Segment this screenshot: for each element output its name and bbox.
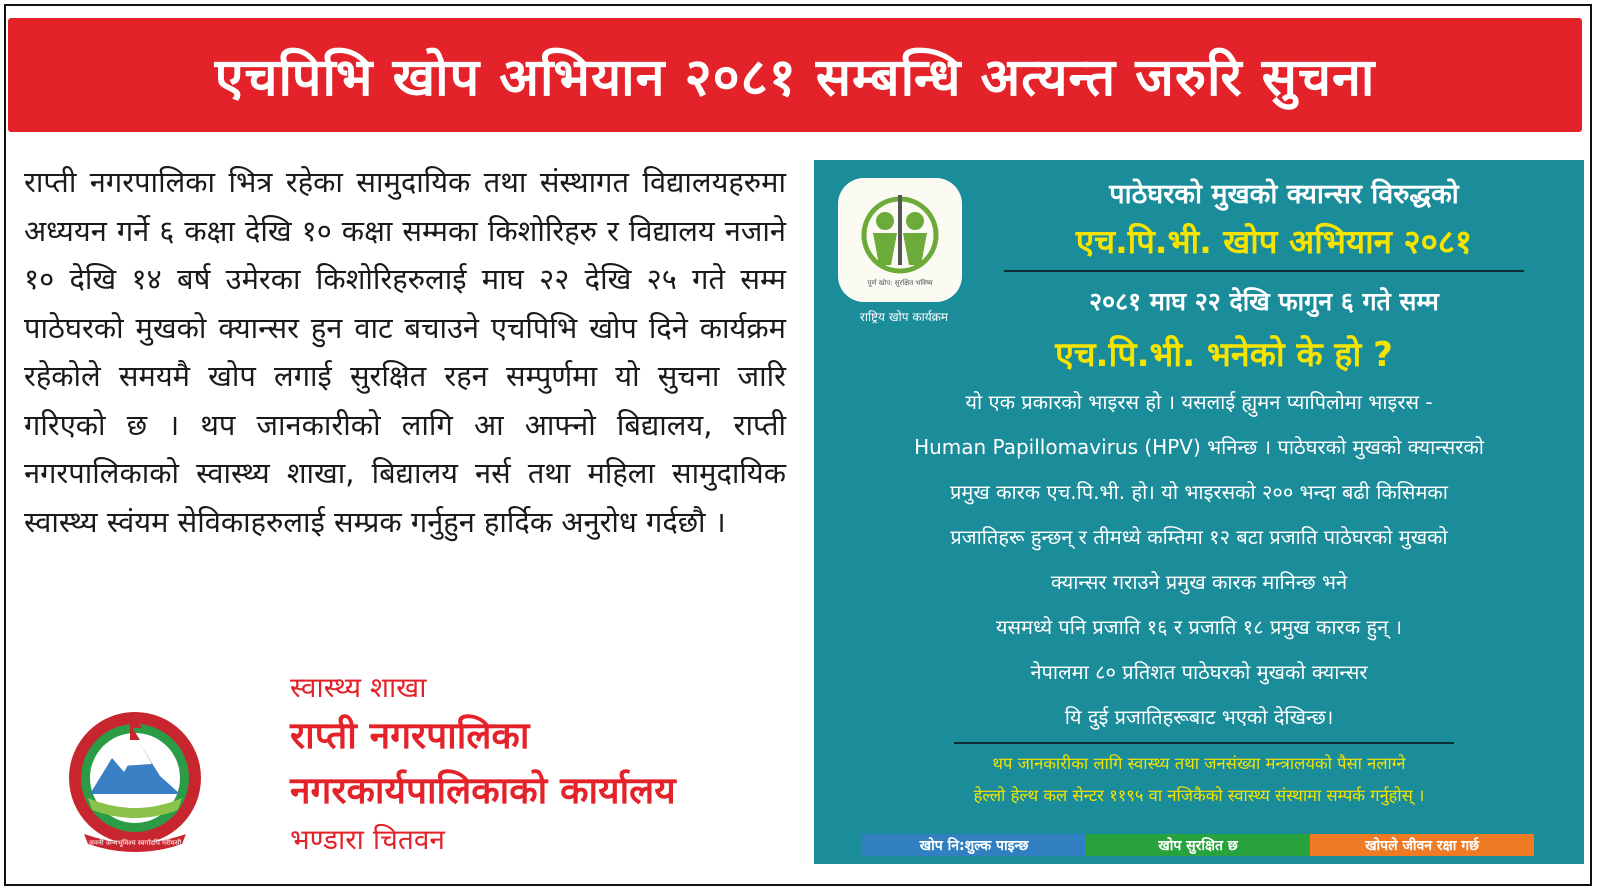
slogan-bar xyxy=(862,834,1534,856)
hpv-description xyxy=(834,380,1564,740)
description-line: प्रजातिहरू हुन्छन् र तीमध्ये कम्तिमा १२ बटा प्रजाति पाठेघरको मुखको xyxy=(950,525,1448,549)
office-location: भण्डारा चितवन xyxy=(290,823,445,856)
contact-info xyxy=(834,748,1564,812)
description-line: यो एक प्रकारको भाइरस हो । यसलाई ह्युमन प्यापिलोमा भाइरस - xyxy=(965,390,1433,414)
contact-line: हेल्लो हेल्थ कल सेन्टर ११९५ वा नजिकैको स्वास्थ्य संस्थामा सम्पर्क गर्नुहोस् । xyxy=(973,786,1425,805)
divider xyxy=(954,742,1454,744)
title-banner xyxy=(8,18,1582,132)
description-line: क्यान्सर गराउने प्रमुख कारक मानिन्छ भने xyxy=(1050,570,1348,594)
campaign-title: एच.पि.भी. खोप अभियान २०८१ xyxy=(1075,222,1473,261)
department-name: स्वास्थ्य शाखा xyxy=(290,671,427,704)
nepal-government-emblem-icon xyxy=(60,706,210,856)
contact-line: थप जानकारीका लागि स्वास्थ्य तथा जनसंख्या मन्त्रालयको पैसा नलाग्ने xyxy=(992,754,1406,773)
description-line: यि दुई प्रजातिहरूबाट भएको देखिन्छ। xyxy=(1064,705,1334,729)
slogan-free: खोप नि:शुल्क पाइन्छ xyxy=(862,834,1086,856)
logo-caption: राष्ट्रिय खोप कार्यक्रम xyxy=(859,310,949,324)
divider xyxy=(1004,270,1524,272)
hpv-question: एच.पि.भी. भनेको के हो ? xyxy=(1055,335,1393,375)
children-vaccine-logo-icon xyxy=(838,178,962,302)
campaign-dates: २०८१ माघ २२ देखि फागुन ६ गते सम्म xyxy=(1089,287,1439,316)
emblem-motto: जननी जन्मभूमिश्च स्वर्गादपि गरीयसी xyxy=(88,839,182,847)
logo-inner-text: पूर्ण खोप: सुरक्षित भविष्य xyxy=(867,279,933,287)
slogan-life: खोपले जीवन रक्षा गर्छ xyxy=(1310,834,1534,856)
description-line: Human Papillomavirus (HPV) भनिन्छ । पाठेघरको मुखको क्यान्सरको xyxy=(914,435,1484,459)
description-line: नेपालमा ८० प्रतिशत पाठेघरको मुखको क्यान्सर xyxy=(1030,660,1368,684)
office-name-line2: नगरकार्यपालिकाको कार्यालय xyxy=(290,769,676,812)
signature-block xyxy=(290,668,676,862)
panel-heading: पाठेघरको मुखको क्यान्सर विरुद्धको xyxy=(1109,179,1459,210)
slogan-safe: खोप सुरक्षित छ xyxy=(1086,834,1310,856)
office-name-line1: राप्ती नगरपालिका xyxy=(290,714,530,757)
notice-title: एचपिभि खोप अभियान २०८१ सम्बन्धि अत्यन्त जरुरि सुचना xyxy=(214,47,1376,108)
hpv-info-panel xyxy=(814,160,1584,864)
notice-body: राप्ती नगरपालिका भित्र रहेका सामुदायिक तथा संस्थागत विद्यालयहरुमा अध्ययन गर्ने ६ कक्षा देखि १० कक्षा सम्मका किशोरिहरु र विद्यालय नजाने १० देखि १४ बर्ष उमेरका किशोरिहरुलाई माघ २२ देखि २५ गते सम्म पाठेघरको मुखको क्यान्सर हुन वाट बचाउने एचपिभि खोप दिने कार्यक्रम रहेकोले समयमै खोप लगाई सुरक्षित रहन सम्पुर्णमा यो सुचना जारि गरिएको छ । थप जानकारीको लागि आ आफ्नो बिद्यालय, राप्ती नगरपालिकाको स्वास्थ्य शाखा, बिद्यालय नर्स तथा महिला सामुदायिक स्वास्थ्य स्वंयम सेविकाहरुलाई सम्प्रक गर्नुहुन हार्दिक अनुरोध गर्दछौ । xyxy=(24,165,786,539)
description-line: प्रमुख कारक एच.पि.भी. हो। यो भाइरसको २०० भन्दा बढी किसिमका xyxy=(950,480,1448,504)
description-line: यसमध्ये पनि प्रजाति १६ र प्रजाति १८ प्रमुख कारक हुन् । xyxy=(995,615,1403,639)
